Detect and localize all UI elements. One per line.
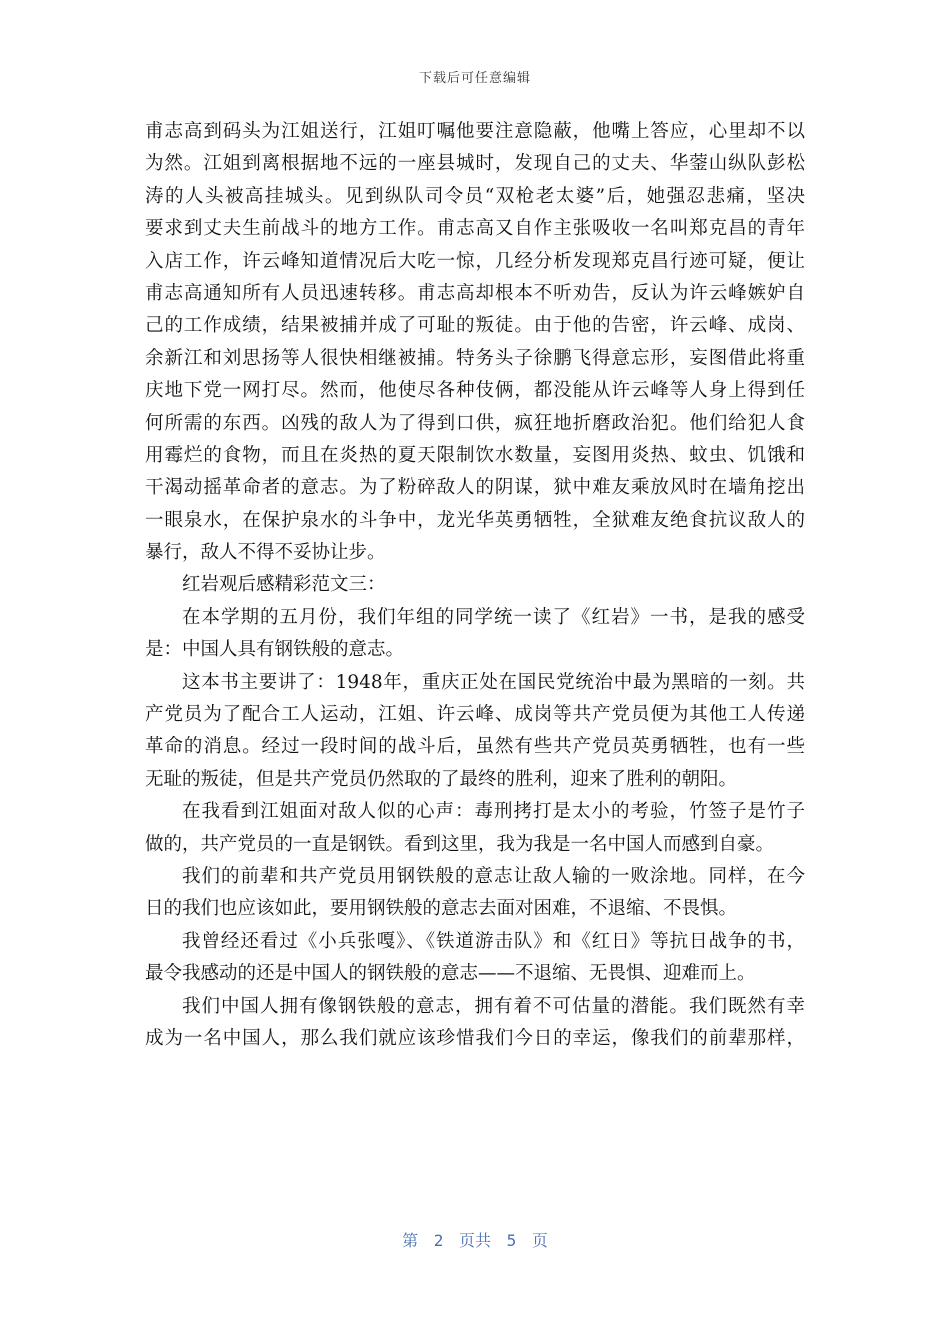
text-line: 最令我感动的还是中国人的钢铁般的意志——不退缩、无畏惧、迎难而上。 <box>145 963 756 985</box>
text-line: 涛的人头被高挂城头。见到纵队司令员“双枪老太婆”后，她强忍悲痛，坚决 <box>145 185 805 207</box>
text-line: 这本书主要讲了：1948年，重庆正处在国民党统治中最为黑暗的一刻。共 <box>182 671 805 693</box>
text-line: 是：中国人具有钢铁般的意志。 <box>145 639 405 661</box>
text-line: 何所需的东西。凶残的敌人为了得到口供，疯狂地折磨政治犯。他们给犯人食 <box>145 412 805 434</box>
text-line: 庆地下党一网打尽。然而，他使尽各种伎俩，都没能从许云峰等人身上得到任 <box>145 380 805 402</box>
text-line: 我曾经还看过《小兵张嘎》、《铁道游击队》和《红日》等抗日战争的书， <box>182 930 805 952</box>
text-line: 革命的消息。经过一段时间的战斗后，虽然有些共产党员英勇牺牲，也有一些 <box>145 736 805 758</box>
text-line: 要求到丈夫生前战斗的地方工作。甫志高又自作主张吸收一名叫郑克昌的青年 <box>145 218 805 240</box>
page-number: 第 2 页共 5 页 <box>402 1231 548 1250</box>
text-line: 甫志高到码头为江姐送行，江姐叮嘱他要注意隐蔽，他嘴上答应，心里却不以 <box>145 121 805 142</box>
text-line: 余新江和刘思扬等人很快相继被捕。特务头子徐鹏飞得意忘形，妄图借此将重 <box>145 347 805 369</box>
text-line: 入店工作，许云峰知道情况后大吃一惊，几经分析发现郑克昌行迹可疑，便让 <box>145 250 805 272</box>
text-line: 我们中国人拥有像钢铁般的意志，拥有着不可估量的潜能。我们既然有幸 <box>182 995 805 1017</box>
text-line: 暴行，敌人不得不妥协让步。 <box>145 542 386 564</box>
text-line: 红岩观后感精彩范文三： <box>182 574 386 596</box>
text-line: 成为一名中国人，那么我们就应该珍惜我们今日的幸运，像我们的前辈那样， <box>145 1027 805 1049</box>
text-line: 一眼泉水，在保护泉水的斗争中，龙光华英勇牺牲，全狱难友绝食抗议敌人的 <box>145 509 805 531</box>
document-body <box>145 116 805 1055</box>
text-line: 在本学期的五月份，我们年组的同学统一读了《红岩》一书，是我的感受 <box>182 606 805 628</box>
text-line: 甫志高通知所有人员迅速转移。甫志高却根本不听劝告，反认为许云峰嫉妒自 <box>145 282 805 304</box>
text-line: 为然。江姐到离根据地不远的一座县城时，发现自己的丈夫、华蓥山纵队彭松 <box>145 153 805 175</box>
text-line: 我们的前辈和共产党员用钢铁般的意志让敌人输的一败涂地。同样，在今 <box>182 865 805 887</box>
text-line: 做的，共产党员的一直是钢铁。看到这里，我为我是一名中国人而感到自豪。 <box>145 833 775 855</box>
text-line: 日的我们也应该如此，要用钢铁般的意志去面对困难，不退缩、不畏惧。 <box>145 898 738 920</box>
page-header: 下载后可任意编辑 <box>418 71 531 86</box>
text-line: 产党员为了配合工人运动，江姐、许云峰、成岗等共产党员便为其他工人传递 <box>145 704 805 726</box>
text-line: 无耻的叛徒，但是共产党员仍然取的了最终的胜利，迎来了胜利的朝阳。 <box>145 768 738 790</box>
text-line: 在我看到江姐面对敌人似的心声：毒刑拷打是太小的考验，竹签子是竹子 <box>182 801 805 823</box>
text-line: 用霉烂的食物，而且在炎热的夏天限制饮水数量，妄图用炎热、蚊虫、饥饿和 <box>145 444 805 466</box>
text-line: 干渴动摇革命者的意志。为了粉碎敌人的阴谋，狱中难友乘放风时在墙角挖出 <box>145 477 805 499</box>
text-line: 己的工作成绩，结果被捕并成了可耻的叛徒。由于他的告密，许云峰、成岗、 <box>145 315 805 337</box>
